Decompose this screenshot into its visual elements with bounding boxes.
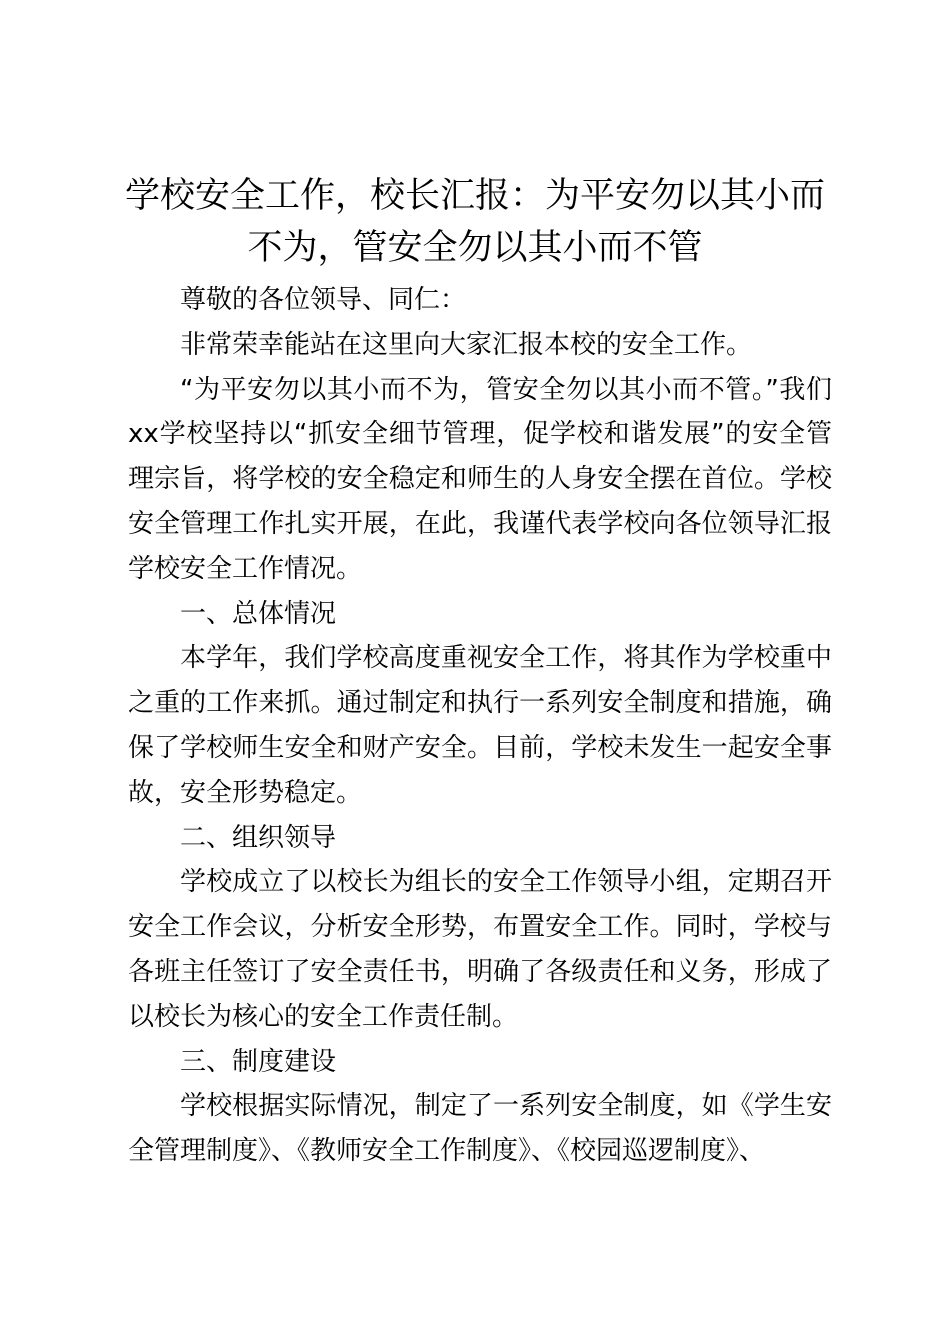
section-paragraph-organization: 学校成立了以校长为组长的安全工作领导小组，定期召开安全工作会议，分析安全形势，布置安全工作。同时，学校与各班主任签订了安全责任书，明确了各级责任和义务，形成了以校长为核心的安全工作责任制。 [128, 867, 832, 1032]
section-heading-system: 三、制度建设 [180, 1046, 337, 1077]
greeting: 尊敬的各位领导、同仁： [180, 285, 467, 315]
section-paragraph-system: 学校根据实际情况，制定了一系列安全制度，如《学生安全管理制度》、《教师安全工作制度》、《校园巡逻制度》、 [128, 1091, 832, 1167]
section-paragraph-overview: 本学年，我们学校高度重视安全工作，将其作为学校重中之重的工作来抓。通过制定和执行一系列安全制度和措施，确保了学校师生安全和财产安全。目前，学校未发生一起安全事故，安全形势稳定。 [128, 643, 832, 808]
intro-paragraph: 非常荣幸能站在这里向大家汇报本校的安全工作。 [180, 329, 753, 360]
section-heading-overview: 一、总体情况 [180, 598, 337, 629]
section-heading-organization: 二、组织领导 [180, 822, 337, 853]
opening-paragraph: “为平安勿以其小而不为，管安全勿以其小而不管。”我们xx学校坚持以“抓安全细节管理，促学校和谐发展”的安全管理宗旨，将学校的安全稳定和师生的人身安全摆在首位。学校安全管理工作扎实开展，在此，我谨代表学校向各位领导汇报学校安全工作情况。 [128, 374, 832, 584]
document-body [128, 278, 832, 1174]
document-title: 学校安全工作，校长汇报：为平安勿以其小而不为，管安全勿以其小而不管 [124, 176, 825, 268]
